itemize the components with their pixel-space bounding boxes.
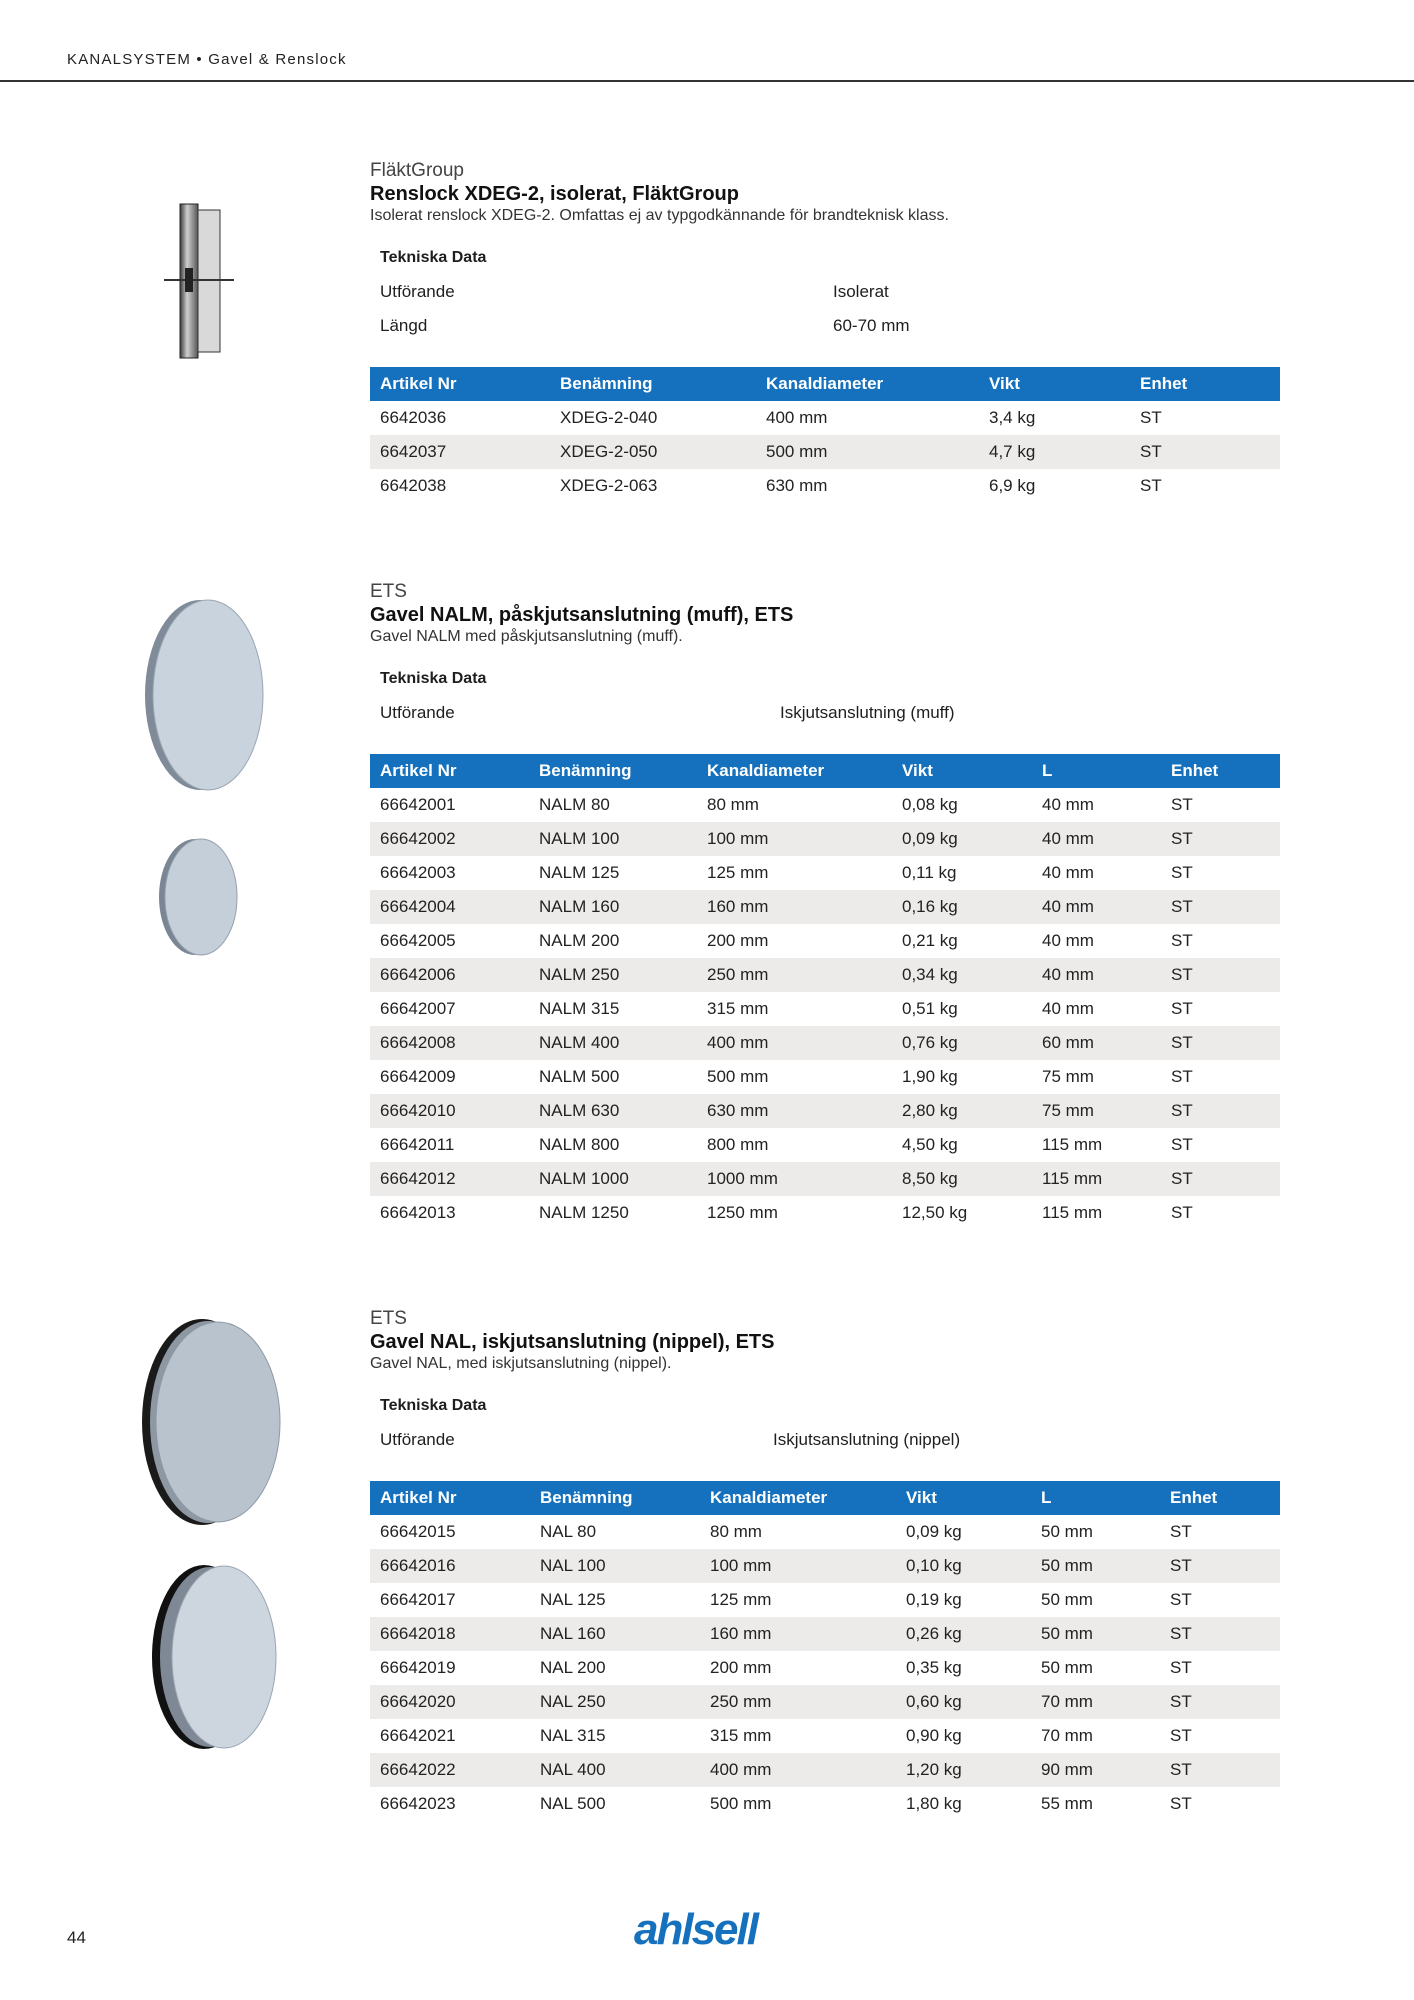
table-cell: 75 mm	[1032, 1094, 1161, 1128]
table-cell: ST	[1171, 1067, 1193, 1086]
table-cell: 4,7 kg	[979, 435, 1130, 469]
column-header: L	[1032, 754, 1161, 788]
table-cell: 66642020	[370, 1685, 530, 1719]
spec-value: Iskjutsanslutning (nippel)	[773, 1430, 961, 1449]
table-cell: 0,10 kg	[896, 1549, 1031, 1583]
table-cell: 0,19 kg	[906, 1590, 962, 1609]
table-cell: 66642005	[380, 931, 456, 950]
table-row	[370, 924, 1280, 958]
table-cell: 0,08 kg	[902, 795, 958, 814]
table-cell: 200 mm	[707, 931, 769, 950]
table-row	[370, 992, 1280, 1026]
table-row	[370, 788, 1280, 822]
table-cell: ST	[1171, 931, 1193, 950]
table-cell: ST	[1170, 1522, 1192, 1541]
table-cell: NALM 250	[529, 958, 697, 992]
table-cell: 400 mm	[700, 1753, 896, 1787]
table-cell: 6642036	[380, 408, 447, 427]
table-cell: ST	[1160, 1685, 1280, 1719]
table-cell: 66642004	[370, 890, 529, 924]
table-cell: 500 mm	[756, 435, 979, 469]
page-header: KANALSYSTEM • Gavel & Renslock	[67, 51, 347, 68]
section-renslock	[370, 160, 1280, 503]
spec-key: Utförande	[380, 1430, 455, 1449]
table-cell: 40 mm	[1032, 890, 1161, 924]
table-cell: ST	[1170, 1794, 1192, 1813]
table-cell: NALM 800	[539, 1135, 620, 1154]
table-row	[370, 1515, 1280, 1549]
table-cell: NAL 500	[540, 1794, 606, 1813]
table-cell: ST	[1171, 795, 1193, 814]
table-cell: 115 mm	[1042, 1135, 1103, 1154]
table-cell: 80 mm	[707, 795, 759, 814]
table-cell: ST	[1171, 863, 1193, 882]
table-row	[370, 1617, 1280, 1651]
table-cell: ST	[1161, 1094, 1280, 1128]
section-brand: ETS	[370, 1308, 407, 1329]
table-cell: 70 mm	[1041, 1726, 1093, 1745]
table-row	[370, 1583, 1280, 1617]
table-cell: 60 mm	[1032, 1026, 1161, 1060]
table-body	[370, 1515, 1280, 1821]
table-cell: NAL 315	[540, 1726, 606, 1745]
table-cell: 66642008	[370, 1026, 529, 1060]
table-cell: NALM 630	[529, 1094, 697, 1128]
section-title: Gavel NALM, påskjutsanslutning (muff), ETS	[370, 604, 794, 626]
header-divider	[0, 80, 1414, 82]
table-cell: ST	[1161, 1162, 1280, 1196]
table-cell: ST	[1140, 408, 1162, 427]
page-number: 44	[67, 1928, 86, 1947]
table-cell: 50 mm	[1041, 1658, 1093, 1677]
table-cell: NALM 500	[539, 1067, 620, 1086]
table-cell: ST	[1170, 1726, 1192, 1745]
table-cell: ST	[1160, 1549, 1280, 1583]
nal-large-image	[138, 1315, 288, 1530]
table-cell: 0,51 kg	[902, 999, 958, 1018]
table-cell: 315 mm	[710, 1726, 772, 1745]
table-cell: 3,4 kg	[989, 408, 1036, 427]
table-cell: 66642021	[380, 1726, 456, 1745]
table-cell: 6,9 kg	[989, 476, 1036, 495]
table-cell: 4,50 kg	[902, 1135, 958, 1154]
table-cell: 75 mm	[1042, 1067, 1094, 1086]
table-cell: 0,11 kg	[902, 863, 957, 882]
section-brand: FläktGroup	[370, 160, 464, 181]
table-cell: 50 mm	[1041, 1522, 1093, 1541]
column-header: Benämning	[550, 367, 756, 401]
table-cell: NALM 1250	[539, 1203, 629, 1222]
table-cell: 400 mm	[697, 1026, 892, 1060]
table-cell: NAL 160	[530, 1617, 700, 1651]
table-row	[370, 1162, 1280, 1196]
table-cell: 40 mm	[1032, 958, 1161, 992]
table-cell: ST	[1170, 1658, 1192, 1677]
table-row	[370, 435, 1280, 469]
table-row	[370, 1549, 1280, 1583]
table-cell: XDEG-2-063	[560, 476, 658, 495]
table-cell: 66642010	[370, 1094, 529, 1128]
table-cell: 66642002	[370, 822, 529, 856]
table-cell: NALM 100	[529, 822, 697, 856]
table-cell: 50 mm	[1031, 1617, 1160, 1651]
table-cell: 0,16 kg	[892, 890, 1032, 924]
table-row	[370, 1094, 1280, 1128]
table-cell: 70 mm	[1031, 1685, 1160, 1719]
section-nalm	[370, 581, 1280, 1230]
column-header: Artikel Nr	[370, 1481, 530, 1515]
table-cell: NALM 80	[539, 795, 610, 814]
section-description: Isolerat renslock XDEG-2. Omfattas ej av typgodkännande för brandteknisk klass.	[370, 207, 949, 224]
column-header: Vikt	[979, 367, 1130, 401]
spec-heading: Tekniska Data	[380, 249, 487, 266]
table-row	[370, 1651, 1280, 1685]
table-cell: XDEG-2-040	[560, 408, 658, 427]
table-cell: 66642022	[370, 1753, 530, 1787]
table-cell: 40 mm	[1042, 863, 1094, 882]
spec-key: Utförande	[380, 703, 455, 722]
table-cell: 80 mm	[710, 1522, 762, 1541]
table-cell: 800 mm	[707, 1135, 769, 1154]
table-cell: 40 mm	[1042, 795, 1094, 814]
spec-value: Isolerat	[833, 282, 889, 301]
table-cell: NALM 1000	[529, 1162, 697, 1196]
table-cell: ST	[1171, 999, 1193, 1018]
table-row	[370, 890, 1280, 924]
table-row	[370, 1196, 1280, 1230]
table-cell: 66642003	[380, 863, 456, 882]
table-cell: 66642013	[380, 1203, 456, 1222]
table-cell: 0,34 kg	[892, 958, 1032, 992]
table-cell: ST	[1171, 1135, 1193, 1154]
table-cell: 115 mm	[1042, 1203, 1103, 1222]
spec-heading: Tekniska Data	[380, 670, 487, 687]
table-cell: 100 mm	[700, 1549, 896, 1583]
nalm-large-image	[140, 595, 270, 795]
table-cell: 630 mm	[766, 476, 828, 495]
table-cell: ST	[1161, 890, 1280, 924]
column-header: Vikt	[892, 754, 1032, 788]
spec-value: Iskjutsanslutning (muff)	[780, 703, 955, 722]
table-row	[370, 1753, 1280, 1787]
table-cell: 66642016	[370, 1549, 530, 1583]
table-row	[370, 822, 1280, 856]
nalm-small-image	[155, 835, 245, 960]
table-cell: 1,80 kg	[906, 1794, 962, 1813]
column-header: Artikel Nr	[370, 754, 529, 788]
spec-row	[370, 269, 1280, 303]
table-cell: 66642017	[380, 1590, 456, 1609]
table-cell: NALM 200	[539, 931, 620, 950]
renslock-image	[160, 200, 240, 362]
table-cell: 400 mm	[766, 408, 828, 427]
table-cell: 250 mm	[700, 1685, 896, 1719]
table-cell: 66642019	[380, 1658, 456, 1677]
table-cell: 66642011	[380, 1135, 455, 1154]
table-cell: 66642009	[380, 1067, 456, 1086]
column-header: Artikel Nr	[370, 367, 550, 401]
table-cell: 0,35 kg	[906, 1658, 962, 1677]
table-row	[370, 1719, 1280, 1753]
table-cell: NALM 125	[539, 863, 620, 882]
section-brand: ETS	[370, 581, 407, 602]
table-cell: 66642018	[370, 1617, 530, 1651]
table-cell: NAL 200	[540, 1658, 606, 1677]
table-row	[370, 1128, 1280, 1162]
table-cell: NAL 80	[540, 1522, 597, 1541]
table-cell: ST	[1170, 1590, 1192, 1609]
section-description: Gavel NAL, med iskjutsanslutning (nippel).	[370, 1355, 672, 1372]
ahlsell-logo: ahlsell	[634, 1905, 757, 1954]
table-cell: 160 mm	[700, 1617, 896, 1651]
table-cell: ST	[1161, 822, 1280, 856]
table-cell: 40 mm	[1042, 999, 1094, 1018]
table-cell: 40 mm	[1042, 931, 1094, 950]
table-header	[370, 754, 1280, 788]
table-cell: NAL 250	[530, 1685, 700, 1719]
column-header: Vikt	[896, 1481, 1031, 1515]
spec-row	[370, 690, 1280, 724]
nal-small-image	[148, 1560, 283, 1755]
table-cell: NAL 100	[530, 1549, 700, 1583]
spec-heading: Tekniska Data	[380, 1397, 487, 1414]
table-cell: 0,76 kg	[892, 1026, 1032, 1060]
table-row	[370, 1060, 1280, 1094]
spec-row	[370, 303, 1280, 337]
table-cell: NAL 125	[540, 1590, 606, 1609]
table-cell: NAL 400	[530, 1753, 700, 1787]
column-header: Enhet	[1161, 754, 1280, 788]
table-cell: ST	[1140, 476, 1162, 495]
table-cell: 500 mm	[707, 1067, 769, 1086]
table-cell: 500 mm	[710, 1794, 772, 1813]
table-cell: ST	[1160, 1753, 1280, 1787]
table-cell: 630 mm	[697, 1094, 892, 1128]
table-cell: 6642038	[380, 476, 447, 495]
table-cell: 315 mm	[707, 999, 769, 1018]
table-cell: 1250 mm	[707, 1203, 778, 1222]
table-cell: 125 mm	[710, 1590, 772, 1609]
table-cell: ST	[1130, 435, 1280, 469]
table-cell: 66642006	[370, 958, 529, 992]
table-cell: ST	[1161, 958, 1280, 992]
table-cell: ST	[1160, 1617, 1280, 1651]
table-cell: 0,09 kg	[906, 1522, 962, 1541]
table-cell: 0,21 kg	[902, 931, 958, 950]
table-cell: 1,90 kg	[902, 1067, 958, 1086]
table-cell: 12,50 kg	[902, 1203, 968, 1222]
table-cell: 125 mm	[707, 863, 769, 882]
table-cell: 66642015	[380, 1522, 456, 1541]
table-cell: NALM 160	[529, 890, 697, 924]
column-header: Kanaldiameter	[697, 754, 892, 788]
table-row	[370, 1026, 1280, 1060]
table-row	[370, 401, 1280, 435]
table-cell: 66642007	[380, 999, 456, 1018]
table-cell: NALM 400	[529, 1026, 697, 1060]
table-row	[370, 958, 1280, 992]
table-row	[370, 856, 1280, 890]
table-header	[370, 1481, 1280, 1515]
column-header: Benämning	[529, 754, 697, 788]
table-cell: 66642001	[380, 795, 456, 814]
table-cell: 160 mm	[697, 890, 892, 924]
table-cell: 200 mm	[710, 1658, 772, 1677]
section-nal	[370, 1308, 1280, 1821]
table-cell: XDEG-2-050	[550, 435, 756, 469]
table-cell: 50 mm	[1031, 1549, 1160, 1583]
table-cell: ST	[1161, 1026, 1280, 1060]
table-row	[370, 1685, 1280, 1719]
column-header: Kanaldiameter	[700, 1481, 896, 1515]
column-header: Benämning	[530, 1481, 700, 1515]
table-cell: 1000 mm	[697, 1162, 892, 1196]
table-cell: 2,80 kg	[892, 1094, 1032, 1128]
section-description: Gavel NALM med påskjutsanslutning (muff).	[370, 628, 683, 645]
spec-row	[370, 1417, 1280, 1451]
product-table	[370, 1481, 1280, 1821]
table-cell: ST	[1171, 1203, 1193, 1222]
table-row	[370, 1787, 1280, 1821]
table-cell: 8,50 kg	[892, 1162, 1032, 1196]
table-row	[370, 469, 1280, 503]
table-cell: 50 mm	[1041, 1590, 1093, 1609]
column-header: Kanaldiameter	[756, 367, 979, 401]
table-cell: 6642037	[370, 435, 550, 469]
table-cell: 0,90 kg	[906, 1726, 962, 1745]
table-cell: 0,26 kg	[896, 1617, 1031, 1651]
spec-value: 60-70 mm	[833, 316, 910, 335]
table-cell: NALM 315	[539, 999, 620, 1018]
table-cell: 66642012	[370, 1162, 529, 1196]
product-table	[370, 754, 1280, 1230]
table-cell: 0,60 kg	[896, 1685, 1031, 1719]
table-cell: 1,20 kg	[896, 1753, 1031, 1787]
table-cell: 90 mm	[1031, 1753, 1160, 1787]
table-cell: 100 mm	[697, 822, 892, 856]
table-cell: 55 mm	[1041, 1794, 1093, 1813]
table-cell: 115 mm	[1032, 1162, 1161, 1196]
section-title: Gavel NAL, iskjutsanslutning (nippel), ETS	[370, 1331, 775, 1353]
table-cell: 66642023	[380, 1794, 456, 1813]
table-cell: 40 mm	[1032, 822, 1161, 856]
column-header: L	[1031, 1481, 1160, 1515]
product-table	[370, 367, 1280, 503]
table-cell: 0,09 kg	[892, 822, 1032, 856]
table-header	[370, 367, 1280, 401]
section-title: Renslock XDEG-2, isolerat, FläktGroup	[370, 183, 739, 205]
spec-key: Längd	[380, 316, 428, 335]
spec-key: Utförande	[380, 282, 455, 301]
table-cell: 250 mm	[697, 958, 892, 992]
column-header: Enhet	[1160, 1481, 1280, 1515]
column-header: Enhet	[1130, 367, 1280, 401]
table-body	[370, 788, 1280, 1230]
